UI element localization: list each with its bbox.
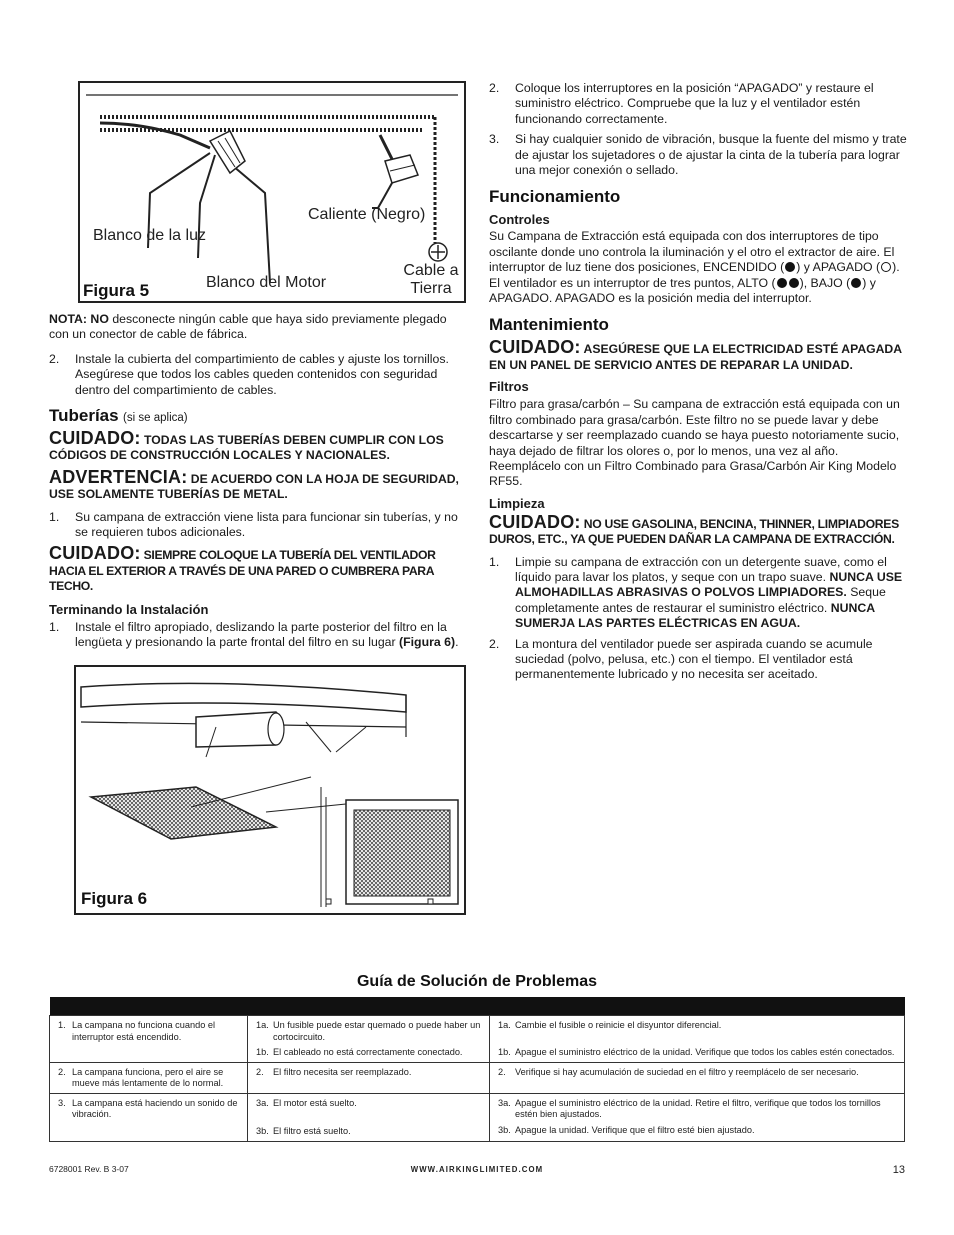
note-paragraph — [49, 312, 465, 343]
troubleshooting-title: Guía de Solución de Problemas — [356, 973, 598, 990]
finish-install-heading: Terminando la Instalación — [49, 601, 209, 617]
figure-5-wiring-diagram — [78, 81, 466, 303]
caution-ducting-exterior: CUIDADO: SIEMPRE COLOQUE LA TUBERÍA DEL VENTILADOR HACIA EL EXTERIOR A TRAVÉS DE UNA PARED O CUMBRERA PARA TECHO. — [49, 543, 436, 594]
label-hot-black: Caliente (Negro) — [308, 206, 426, 223]
cause-cell: 3a. El motor está suelto. 3b. El filtro está suelto. — [248, 1093, 490, 1141]
caution-power-off: CUIDADO: ASEGÚRESE QUE LA ELECTRICIDAD ESTÉ APAGADA EN UN PANEL DE SERVICIO ANTES DE REPARAR LA UNIDAD. — [489, 337, 902, 372]
ducting-steps — [49, 510, 465, 541]
label-ground-line2: Tierra — [410, 280, 452, 298]
operation-heading: Funcionamiento — [489, 187, 621, 207]
warning-metal-ducts: ADVERTENCIA: DE ACUERDO CON LA HOJA DE SEGURIDAD, USE SOLAMENTE TUBERÍAS DE METAL. — [49, 466, 459, 502]
filled-dot-icon — [777, 278, 787, 288]
filter-illustration — [76, 667, 464, 913]
note-label: NOTA: NO — [49, 312, 109, 326]
left-column — [49, 312, 465, 651]
document-id: 6728001 Rev. B 3-07 — [49, 1164, 129, 1174]
list-item: 1. Su campana de extracción viene lista para funcionar sin tuberías, y no se requieren tubos adicionales. — [49, 509, 458, 540]
right-column — [489, 81, 907, 683]
list-item: 1. Instale el filtro apropiado, deslizando la parte posterior del filtro en la lengüeta y presionando la parte frontal del filtro en su lugar (Figura 6). — [49, 619, 459, 650]
filled-dot-icon — [785, 262, 795, 272]
table-row — [50, 1062, 905, 1093]
list-item: 3. Si hay cualquier sonido de vibración, busque la fuente del mismo y trate de ajustar los sujetadores o de ajustar la cinta de la tubería para lograr una mejor conexión o sellado. — [489, 132, 907, 178]
list-item: 1. Limpie su campana de extracción con un detergente suave, como el líquido para lavar los platos, y seque con un trapo suave. NUNCA USE ALMOHADILLAS ABRASIVAS O POLVOS LIMPIADORES. Seque completamente antes de restaurar el suministro eléctrico. NUNCA SUMERJA LAS PARTES ELÉCTRICAS EN AGUA. — [489, 554, 903, 631]
wiring-steps — [49, 352, 465, 398]
figure-6-filter-illustration — [74, 665, 466, 915]
figure-6-title: Figura 6 — [81, 889, 148, 908]
problem-cell: 3. La campana está haciendo un sonido de vibración. — [50, 1093, 248, 1141]
list-item: 2. La montura del ventilador puede ser aspirada cuando se acumule suciedad (polvo, pelusa, etc.) con el tiempo. El ventilador está permanentemente lubricado y no necesita ser aceitado. — [489, 636, 873, 682]
controls-heading: Controles — [489, 212, 550, 228]
website-link[interactable]: WWW.AIRKINGLIMITED.COM — [410, 1165, 544, 1174]
maintenance-heading: Mantenimiento — [489, 315, 609, 335]
list-item: 2. Coloque los interruptores en la posición “APAGADO” y restaure el suministro eléctrico. Compruebe que la luz y el ventilador estén funcionando correctamente. — [489, 81, 874, 126]
table-row — [50, 1016, 905, 1063]
label-light-white: Blanco de la luz — [93, 227, 206, 244]
figure-5-title: Figura 5 — [83, 281, 150, 300]
note-text: desconecte ningún cable que haya sido previamente plegado con un conector de cable de fábrica. — [49, 312, 447, 342]
power-steps — [489, 81, 907, 178]
cleaning-heading: Limpieza — [489, 495, 545, 511]
filled-dot-icon — [851, 278, 861, 288]
filters-heading: Filtros — [489, 379, 529, 395]
filters-paragraph: Filtro para grasa/carbón – Su campana de extracción está equipada con un filtro combinado para grasa/carbón. Este filtro no se puede lavar y debe descartarse y ser reemplazado cuando se haya puesto notoriamente sucio, haya dejado de filtrar los olores o, por lo menos, una vez al año. Reemplácelo con un Filtro Combinado para Grasa/Carbón Air King Modelo RF55. — [489, 397, 900, 489]
cleaning-steps — [489, 555, 907, 683]
finish-steps — [49, 620, 465, 651]
caution-cleaners: CUIDADO: NO USE GASOLINA, BENCINA, THINNER, LIMPIADORES DUROS, ETC., YA QUE PUEDEN DAÑAR LA CAMPANA DE EXTRACCIÓN. — [489, 511, 899, 547]
label-ground-wire — [400, 262, 462, 299]
list-item: 2. Instale la cubierta del compartimiento de cables y ajuste los tornillos. Asegúrese que todos los cables queden contenidos con seguridad dentro del compartimiento de cables. — [49, 351, 449, 397]
table-row — [50, 1093, 905, 1141]
problem-cell: 1. La campana no funciona cuando el interruptor está encendido. — [50, 1016, 248, 1063]
label-motor-white: Blanco del Motor — [206, 274, 327, 291]
solution-cell: 3a. Apague el suministro eléctrico de la unidad. Retire el filtro, verifique que todos los tornillos estén bien ajustados. 3b. Apague la unidad. Verifique que el filtro esté bien ajustado. — [490, 1093, 905, 1141]
open-dot-icon — [881, 262, 891, 272]
filled-dot-icon — [789, 278, 799, 288]
troubleshooting-table — [49, 997, 905, 1142]
solution-cell: 1a. Cambie el fusible o reinicie el disyuntor diferencial. 1b. Apague el suministro eléctrico de la unidad. Verifique que todos los cables estén conectados. — [490, 1016, 905, 1063]
problem-cell: 2. La campana funciona, pero el aire se mueve más lentamente de lo normal. — [50, 1062, 248, 1093]
cause-cell: 2. El filtro necesita ser reemplazado. — [248, 1062, 490, 1093]
controls-paragraph: Su Campana de Extracción está equipada con dos interruptores de tipo oscilante donde uno controla la iluminación y el otro el extractor de aire. El interruptor de luz tiene dos posiciones, ENCENDIDO ( ) y APAGADO ( ). El ventilador es un interruptor de tres puntos, ALTO ( ), BAJO ( ) y APAGADO. APAGADO es la posición media del interruptor. — [489, 229, 900, 306]
ducting-heading: Tuberías (si se aplica) — [49, 406, 188, 426]
cause-cell: 1a. Un fusible puede estar quemado o puede haber un cortocircuito. 1b. El cableado no está correctamente conectado. — [248, 1016, 490, 1063]
caution-ducting-codes: CUIDADO: TODAS LAS TUBERÍAS DEBEN CUMPLIR CON LOS CÓDIGOS DE CONSTRUCCIÓN LOCALES Y NACIONALES. — [49, 428, 444, 463]
label-ground-line1: Cable a — [403, 262, 459, 279]
table-header-bar — [50, 997, 905, 1016]
solution-cell: 2. Verifique si hay acumulación de suciedad en el filtro y reemplácelo de ser necesario. — [490, 1062, 905, 1093]
page-number: 13 — [892, 1164, 905, 1176]
